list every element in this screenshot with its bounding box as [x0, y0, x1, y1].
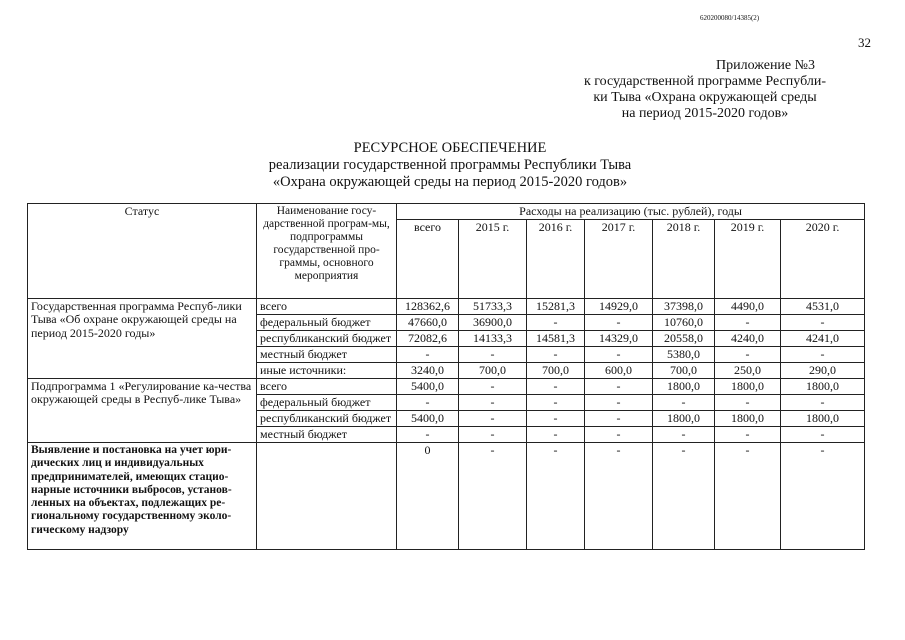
status-cell: Выявление и постановка на учет юри-дических лиц и индивидуальных предпринимателей, имеющих стацио-нарные источники выбросов, установ-ленных на объектах, подлежащих ре-гиональному государственному эколо-гическому надзору — [28, 443, 257, 550]
amount-cell: - — [527, 411, 585, 427]
amount-cell: - — [781, 427, 865, 443]
amount-cell: - — [653, 427, 715, 443]
amount-cell: 250,0 — [715, 363, 781, 379]
funding-source-cell: республиканский бюджет — [257, 331, 397, 347]
funding-source-cell: федеральный бюджет — [257, 315, 397, 331]
table-row — [28, 443, 865, 550]
amount-cell: 128362,6 — [397, 299, 459, 315]
status-cell: Государственная программа Респуб-лики Тыва «Об охране окружающей среды на период 2015-2020 годы» — [28, 299, 257, 379]
amount-cell: - — [653, 395, 715, 411]
heading-line: «Охрана окружающей среды на период 2015-2020 годов» — [272, 174, 628, 190]
column-header-status: Статус — [28, 204, 257, 299]
amount-cell: - — [459, 411, 527, 427]
amount-cell: 1800,0 — [715, 411, 781, 427]
funding-source-cell — [257, 443, 397, 550]
amount-cell: 0 — [397, 443, 459, 550]
amount-cell: - — [527, 395, 585, 411]
amount-cell: 1800,0 — [653, 379, 715, 395]
appendix-line: на период 2015-2020 годов» — [621, 106, 789, 121]
amount-cell: 5400,0 — [397, 379, 459, 395]
amount-cell: - — [781, 347, 865, 363]
amount-cell: - — [527, 443, 585, 550]
column-header-year: 2015 г. — [459, 220, 527, 299]
amount-cell: - — [585, 315, 653, 331]
amount-cell: - — [459, 347, 527, 363]
amount-cell: 5380,0 — [653, 347, 715, 363]
amount-cell: - — [715, 395, 781, 411]
column-header-year: 2020 г. — [781, 220, 865, 299]
amount-cell: 4240,0 — [715, 331, 781, 347]
amount-cell: 1800,0 — [781, 379, 865, 395]
funding-source-cell: всего — [257, 299, 397, 315]
amount-cell: 700,0 — [527, 363, 585, 379]
amount-cell: - — [585, 427, 653, 443]
heading-title: РЕСУРСНОЕ ОБЕСПЕЧЕНИЕ — [353, 140, 547, 156]
appendix-line: к государственной программе Республи- — [583, 74, 827, 89]
amount-cell: - — [715, 443, 781, 550]
column-header-year: 2019 г. — [715, 220, 781, 299]
amount-cell: 36900,0 — [459, 315, 527, 331]
funding-source-cell: местный бюджет — [257, 347, 397, 363]
heading-line: реализации государственной программы Республики Тыва — [268, 157, 632, 173]
amount-cell: - — [781, 443, 865, 550]
amount-cell: 14581,3 — [527, 331, 585, 347]
amount-cell: - — [527, 347, 585, 363]
amount-cell: - — [459, 395, 527, 411]
amount-cell: - — [585, 347, 653, 363]
amount-cell: 290,0 — [781, 363, 865, 379]
amount-cell: 1800,0 — [781, 411, 865, 427]
amount-cell: 700,0 — [459, 363, 527, 379]
amount-cell: 72082,6 — [397, 331, 459, 347]
amount-cell: - — [585, 379, 653, 395]
amount-cell: 1800,0 — [715, 379, 781, 395]
column-header-name: Наименование госу-дарственной програм-мы, подпрограммы государственной про-граммы, основного мероприятия — [257, 204, 397, 299]
amount-cell: - — [715, 315, 781, 331]
amount-cell: 14133,3 — [459, 331, 527, 347]
amount-cell: - — [527, 427, 585, 443]
appendix-note — [555, 58, 855, 122]
document-heading — [240, 140, 660, 191]
funding-source-cell: республиканский бюджет — [257, 411, 397, 427]
column-header-year: 2017 г. — [585, 220, 653, 299]
amount-cell: - — [585, 443, 653, 550]
column-header-year: всего — [397, 220, 459, 299]
amount-cell: - — [715, 347, 781, 363]
amount-cell: 37398,0 — [653, 299, 715, 315]
appendix-title: Приложение №3 — [716, 58, 815, 73]
amount-cell: - — [527, 315, 585, 331]
amount-cell: - — [397, 395, 459, 411]
column-header-year: 2016 г. — [527, 220, 585, 299]
amount-cell: 4531,0 — [781, 299, 865, 315]
status-cell: Подпрограмма 1 «Регулирование ка-чества окружающей среды в Респуб-лике Тыва» — [28, 379, 257, 443]
amount-cell: 51733,3 — [459, 299, 527, 315]
amount-cell: 700,0 — [653, 363, 715, 379]
funding-source-cell: иные источники: — [257, 363, 397, 379]
page-number: 32 — [858, 35, 871, 50]
amount-cell: 600,0 — [585, 363, 653, 379]
table-row — [28, 379, 865, 395]
resource-table — [27, 203, 865, 550]
amount-cell: - — [715, 427, 781, 443]
table-row — [28, 299, 865, 315]
amount-cell: 10760,0 — [653, 315, 715, 331]
amount-cell: 14929,0 — [585, 299, 653, 315]
column-header-expenses: Расходы на реализацию (тыс. рублей), годы — [397, 204, 865, 220]
amount-cell: - — [653, 443, 715, 550]
amount-cell: - — [781, 315, 865, 331]
amount-cell: - — [459, 443, 527, 550]
table-body — [28, 299, 865, 550]
amount-cell: 4490,0 — [715, 299, 781, 315]
amount-cell: - — [781, 395, 865, 411]
funding-source-cell: местный бюджет — [257, 427, 397, 443]
appendix-line: ки Тыва «Охрана окружающей среды — [593, 90, 817, 105]
funding-source-cell: федеральный бюджет — [257, 395, 397, 411]
amount-cell: - — [459, 379, 527, 395]
amount-cell: - — [459, 427, 527, 443]
column-header-year: 2018 г. — [653, 220, 715, 299]
amount-cell: - — [397, 347, 459, 363]
amount-cell: - — [585, 395, 653, 411]
document-id: 620200080/14385(2) — [700, 14, 760, 22]
amount-cell: 20558,0 — [653, 331, 715, 347]
amount-cell: 47660,0 — [397, 315, 459, 331]
amount-cell: 3240,0 — [397, 363, 459, 379]
amount-cell: 1800,0 — [653, 411, 715, 427]
amount-cell: 4241,0 — [781, 331, 865, 347]
amount-cell: 15281,3 — [527, 299, 585, 315]
funding-source-cell: всего — [257, 379, 397, 395]
amount-cell: 5400,0 — [397, 411, 459, 427]
amount-cell: - — [527, 379, 585, 395]
amount-cell: - — [397, 427, 459, 443]
amount-cell: - — [585, 411, 653, 427]
amount-cell: 14329,0 — [585, 331, 653, 347]
